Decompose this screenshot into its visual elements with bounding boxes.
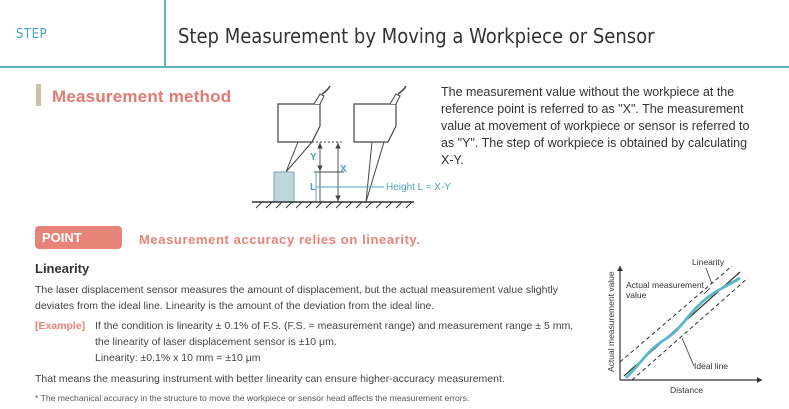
section-label: STEP xyxy=(16,27,48,42)
point-badge: POINT xyxy=(35,226,122,249)
example-line1: If the condition is linearity ± 0.1% of F.S. (F.S. = measurement range) and measurement range ± 5 mm, xyxy=(95,320,574,332)
y-axis-label: Actual measurement value xyxy=(606,271,616,372)
x-axis-arrow xyxy=(757,377,762,383)
example-label: [Example] xyxy=(35,320,86,332)
linearity-paragraph-line2: deviates from the ideal line. Linearity is the amount of the deviation from the ideal line. xyxy=(35,300,435,312)
label-ideal-line: Ideal line xyxy=(694,361,729,371)
sensor-head-right xyxy=(354,86,406,142)
sensor-head-left xyxy=(278,86,330,142)
measurement-method-description: The measurement value without the workpiece at the reference point is referred to as "X". The measurement value at movement of workpiece or sensor is referred to as "Y". The step of workpiece is obtained by calculating X-Y. xyxy=(441,85,750,167)
example-line2: the linearity of laser displacement sensor is ±10 μm. xyxy=(95,336,337,348)
workpiece xyxy=(274,172,294,202)
y-axis-arrow xyxy=(617,266,623,271)
header-divider xyxy=(164,0,166,66)
linearity-graph xyxy=(602,254,778,396)
label-height: Height L = X-Y xyxy=(386,182,451,193)
measurement-method-heading: Measurement method xyxy=(52,87,232,106)
label-actual-line2: value xyxy=(626,290,647,300)
linearity-paragraph-line1: The laser displacement sensor measures the amount of displacement, but the actual measurement value slightly xyxy=(35,284,558,296)
page-title: Step Measurement by Moving a Workpiece or Sensor xyxy=(178,24,655,48)
linearity-conclusion: That means the measuring instrument with better linearity can ensure higher-accuracy measurement. xyxy=(35,373,505,385)
ground xyxy=(252,202,414,208)
footnote: * The mechanical accuracy in the structure to move the workpiece or sensor head affects the measurement errors. xyxy=(35,393,470,403)
measurement-method-diagram xyxy=(248,84,451,214)
example-line3: Linearity: ±0.1% x 10 mm = ±10 μm xyxy=(95,352,261,364)
point-text: Measurement accuracy relies on linearity. xyxy=(139,232,421,247)
label-l: L xyxy=(310,182,317,193)
label-x: X xyxy=(340,164,347,175)
label-linearity: Linearity xyxy=(692,257,725,267)
linearity-title: Linearity xyxy=(35,261,90,276)
label-y: Y xyxy=(310,152,317,163)
heading-accent-bar xyxy=(36,84,41,106)
label-actual-line1: Actual measurement xyxy=(626,280,704,290)
x-axis-label: Distance xyxy=(670,385,704,395)
